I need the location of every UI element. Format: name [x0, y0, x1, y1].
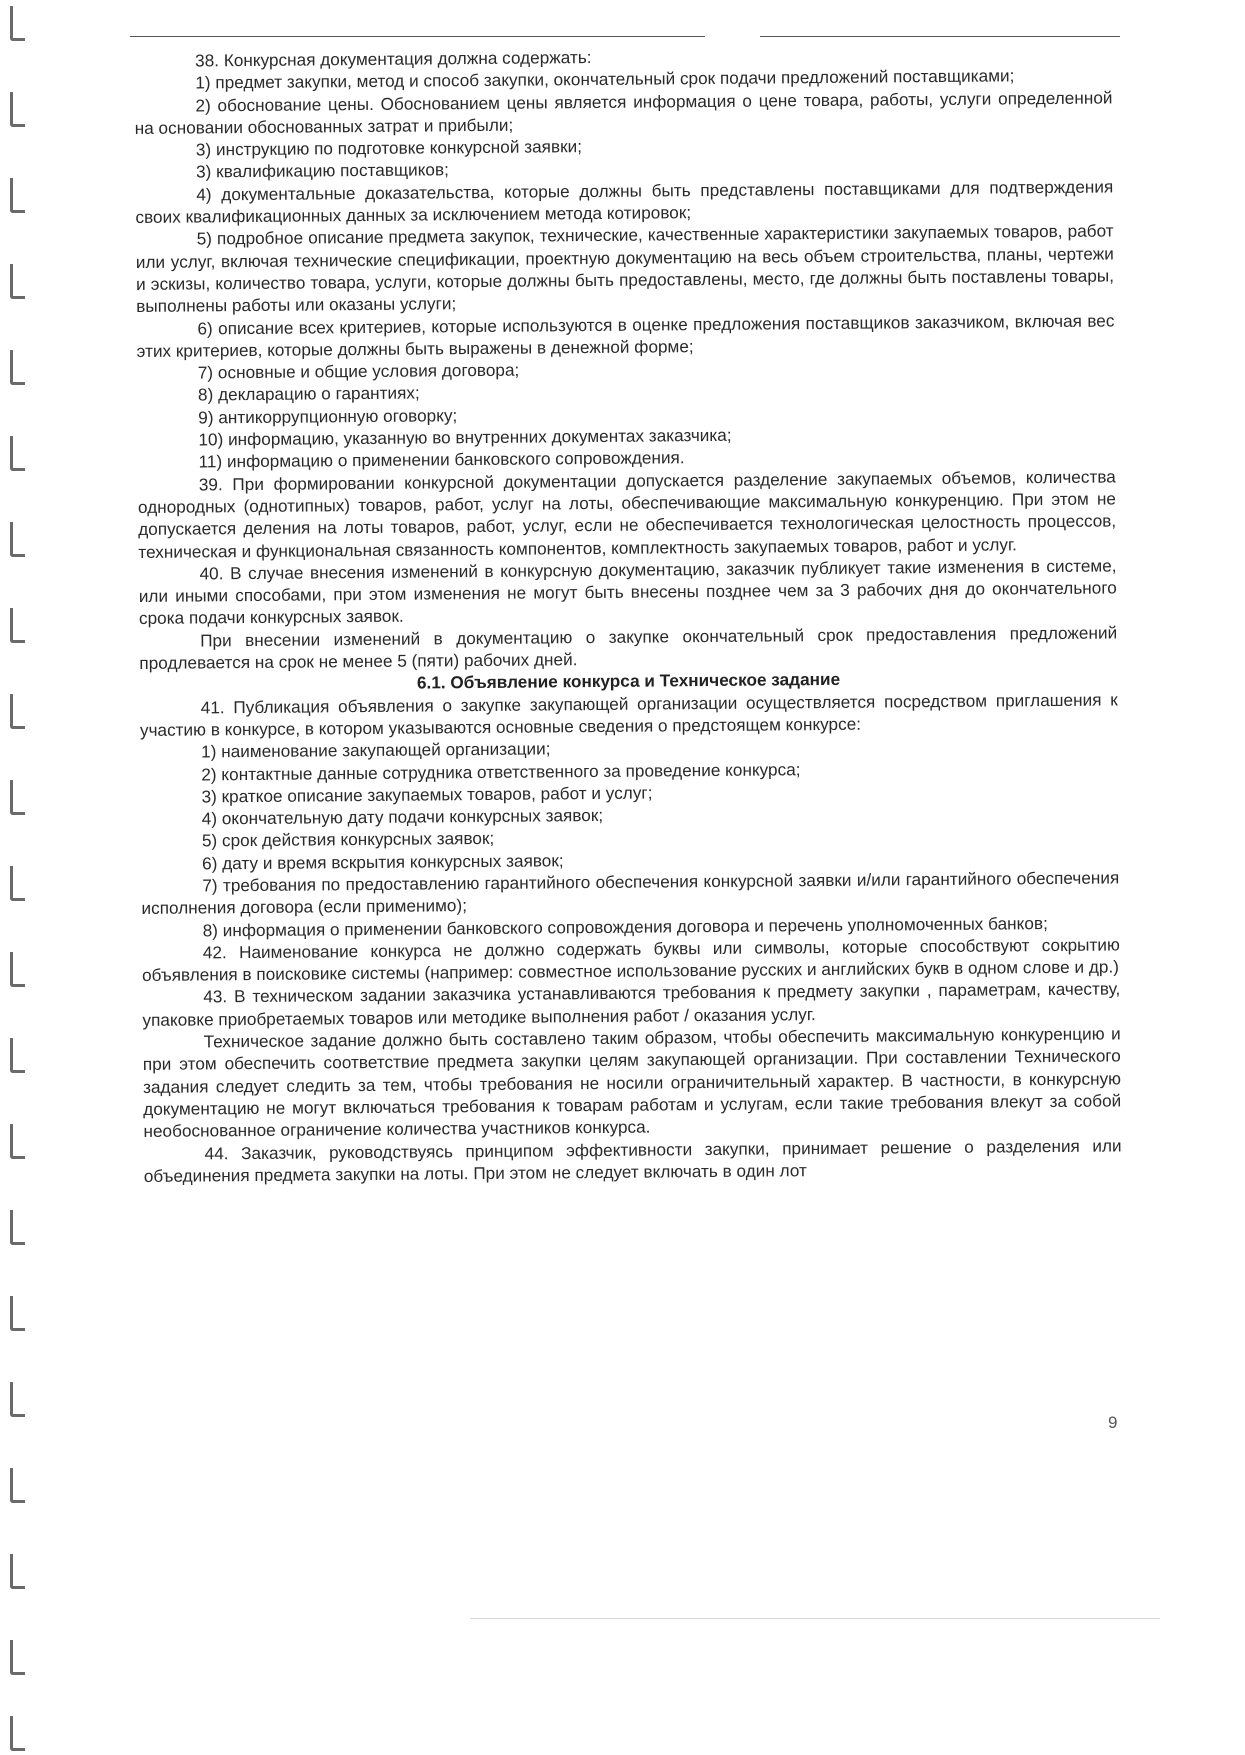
binding-hole — [10, 1640, 25, 1675]
scan-artifact-line — [470, 1618, 1160, 1619]
paragraph: 40. В случае внесения изменений в конкурсную документацию, заказчик публикует такие изменения в системе, или иными способами, при этом изменения не могут быть внесены позднее чем за 3 рабочих дня до окончательного срока подачи конкурсных заявок. — [138, 555, 1117, 629]
list-item: 7) основные и общие условия договора; — [197, 359, 520, 383]
list-item: 3) квалификацию поставщиков; — [195, 159, 449, 182]
paragraph: 42. Наименование конкурса не должно содержать буквы или символы, которые способствуют сокрытию объявления в поисковике системы (например: совместное использование русских и английских букв в одном слове и др.) — [141, 934, 1120, 986]
binding-hole — [10, 1296, 25, 1331]
list-item: 3) краткое описание закупаемых товаров, работ и услуг; — [201, 782, 653, 807]
page-number: 9 — [1108, 1413, 1118, 1432]
paragraph: 38. Конкурсная документация должна содержать: — [195, 47, 592, 71]
binding-hole — [10, 522, 25, 557]
binding-hole — [10, 436, 25, 471]
binding-hole — [10, 952, 25, 987]
binding-hole — [10, 92, 25, 127]
binding-hole — [10, 866, 25, 901]
list-item: 6) описание всех критериев, которые используются в оценке предложения поставщиков заказчиком, включая вес этих критериев, которые должны быть выражены в денежной форме; — [136, 310, 1115, 361]
paragraph: При внесении изменений в документацию о закупке окончательный срок предоставления предложений продлевается на срок не менее 5 (пяти) рабочих дней. — [139, 622, 1118, 673]
list-item: 3) инструкцию по подготовке конкурсной заявки; — [195, 136, 583, 160]
paragraph: 39. При формировании конкурсной документации допускается разделение закупаемых объемов, количества однородных (однотипных) товаров, работ, услуг на лоты, обеспечивающие максимальную конкуренцию. При этом не допускается деления на лоты товаров, работ, услуг, если не обеспечивается технологическая целостность процессов, техническая и функциональная связанность компонентов, комплектность закупаемых товаров, работ и услуг. — [137, 466, 1117, 562]
list-item: 5) срок действия конкурсных заявок; — [201, 828, 495, 851]
binding-hole — [10, 1210, 25, 1245]
list-item: 10) информацию, указанную во внутренних документах заказчика; — [198, 424, 732, 450]
binding-hole — [10, 780, 25, 815]
paragraph: 43. В техническом задании заказчика устанавливаются требования к предмету закупки , параметрам, качеству, упаковке приобретаемых товаров или методике выполнения работ / оказания услуг. — [142, 978, 1121, 1030]
list-item: 1) предмет закупки, метод и способ закупки, окончательный срок подачи предложений поставщиками; — [195, 65, 1015, 93]
list-item: 6) дату и время вскрытия конкурсных заявок; — [202, 849, 564, 874]
binding-hole — [10, 608, 25, 643]
top-divider — [760, 36, 1120, 37]
binding-hole — [10, 1468, 25, 1503]
binding-hole — [10, 178, 25, 213]
list-item: 2) обоснование цены. Обоснованием цены является информация о цене товара, работы, услуги определенной на основании обоснованных затрат и прибыли; — [134, 87, 1113, 138]
paragraph: 44. Заказчик, руководствуясь принципом эффективности закупки, принимает решение о разделения или объединения предмета закупки на лоты. При этом не следует включать в один лот — [143, 1134, 1122, 1186]
list-item: 7) требования по предоставлению гарантийного обеспечения конкурсной заявки и/или гарантийного обеспечения исполнения договора (если применимо); — [141, 867, 1120, 919]
list-item: 9) антикоррупционную оговорку; — [198, 404, 458, 428]
binding-hole — [10, 1038, 25, 1073]
binding-hole — [10, 6, 25, 41]
paragraph: Техническое задание должно быть составлено таким образом, чтобы обеспечить максимальную конкуренцию и при этом обеспечить соответствие предмета закупки целям закупающей организации. При составлении Технического задания следует следить за тем, чтобы требования не носили ограничительный характер. В частности, в конкурсную документацию не могут включаться требования к товарам работам и услугам, если такие требования влекут за собой необоснованное ограничение количества участников конкурса. — [142, 1023, 1122, 1142]
list-item: 8) информация о применении банковского сопровождения договора и перечень уполномоченных банков; — [202, 912, 1048, 941]
binding-hole — [10, 1124, 25, 1159]
list-item: 1) наименование закупающей организации; — [201, 738, 551, 762]
binding-hole — [10, 264, 25, 299]
list-item: 2) контактные данные сотрудника ответственного за проведение конкурса; — [201, 758, 801, 784]
binding-hole — [10, 1382, 25, 1417]
list-item: 4) окончательную дату подачи конкурсных заявок; — [201, 805, 604, 829]
section-heading: 6.1. Объявление конкурса и Техническое задание — [416, 669, 841, 693]
binding-edge — [0, 0, 40, 1755]
binding-hole — [10, 694, 25, 729]
list-item: 5) подробное описание предмета закупок, технические, качественные характеристики закупаемых товаров, работ или услуг, включая технические спецификации, проектную документацию на весь объем строительства, планы, чертежи и эскизы, количество товара, услуги, которые должны быть предоставлены, место, где должны быть поставлены товары, выполнены работы или оказаны услуги; — [135, 220, 1115, 317]
list-item: 11) информацию о применении банковского сопровождения. — [198, 447, 685, 472]
binding-hole — [10, 1554, 25, 1589]
top-divider — [130, 36, 705, 37]
paragraph: 41. Публикация объявления о закупке закупающей организации осуществляется посредством приглашения к участию в конкурсе, в котором указываются основные сведения о предстоящем конкурсе: — [139, 689, 1118, 740]
binding-hole — [10, 350, 25, 385]
list-item: 8) декларацию о гарантиях; — [197, 382, 420, 405]
binding-hole — [10, 1716, 25, 1751]
document-body — [134, 41, 1122, 1187]
list-item: 4) документальные доказательства, которые должны быть представлены поставщиками для подтверждения своих квалификационных данных за исключением метода котировок; — [135, 176, 1114, 228]
